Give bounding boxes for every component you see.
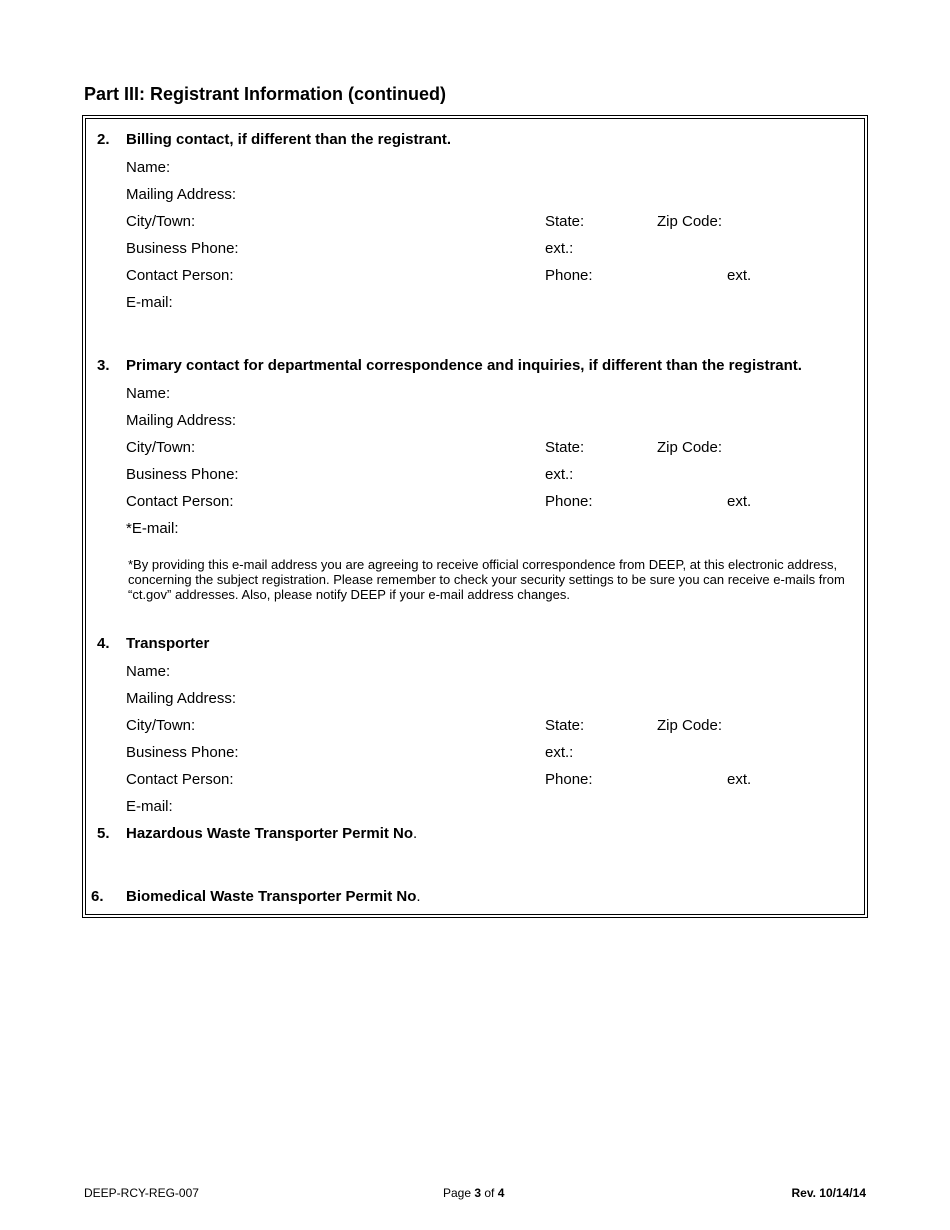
heading-period: . (413, 825, 418, 842)
section-heading: Primary contact for departmental correspondence and inquiries, if different than the registrant. (126, 357, 802, 374)
section-heading: Billing contact, if different than the registrant. (126, 131, 452, 148)
city-field-label[interactable]: City/Town: (126, 439, 196, 456)
email-field-label[interactable]: E-mail: (126, 798, 173, 815)
mailing-address-field-label[interactable]: Mailing Address: (126, 412, 237, 429)
biomedical-permit-field-label[interactable] (126, 888, 421, 906)
email-field-label[interactable]: *E-mail: (126, 520, 179, 537)
section-number: 3. (97, 357, 110, 374)
page-of: of (481, 1186, 498, 1200)
phone-ext-field-label[interactable]: ext. (727, 771, 752, 788)
city-field-label[interactable]: City/Town: (126, 717, 196, 734)
state-field-label[interactable]: State: (545, 717, 585, 734)
phone-field-label[interactable]: Phone: (545, 493, 593, 510)
zip-field-label[interactable]: Zip Code: (657, 439, 723, 456)
business-ext-field-label[interactable]: ext.: (545, 240, 574, 257)
registrant-form (82, 115, 868, 918)
section-number: 6. (91, 888, 104, 905)
zip-field-label[interactable]: Zip Code: (657, 717, 723, 734)
phone-ext-field-label[interactable]: ext. (727, 267, 752, 284)
contact-person-field-label[interactable]: Contact Person: (126, 493, 234, 510)
mailing-address-field-label[interactable]: Mailing Address: (126, 690, 237, 707)
city-field-label[interactable]: City/Town: (126, 213, 196, 230)
phone-field-label[interactable]: Phone: (545, 267, 593, 284)
revision-date: Rev. 10/14/14 (791, 1186, 866, 1200)
phone-field-label[interactable]: Phone: (545, 771, 593, 788)
state-field-label[interactable]: State: (545, 213, 585, 230)
contact-person-field-label[interactable]: Contact Person: (126, 771, 234, 788)
email-field-label[interactable]: E-mail: (126, 294, 173, 311)
section-heading: Hazardous Waste Transporter Permit No (126, 825, 414, 842)
business-phone-field-label[interactable]: Business Phone: (126, 466, 239, 483)
mailing-address-field-label[interactable]: Mailing Address: (126, 186, 237, 203)
section-number: 4. (97, 635, 110, 652)
name-field-label[interactable]: Name: (126, 663, 171, 680)
page-total: 4 (497, 1186, 505, 1200)
section-number: 5. (97, 825, 110, 842)
heading-period: . (416, 888, 421, 905)
page-prefix: Page (443, 1186, 475, 1200)
page-title: Part III: Registrant Information (continued) (84, 84, 447, 104)
business-phone-field-label[interactable]: Business Phone: (126, 744, 239, 761)
hazardous-permit-field-label[interactable] (126, 825, 417, 843)
business-ext-field-label[interactable]: ext.: (545, 744, 574, 761)
zip-field-label[interactable]: Zip Code: (657, 213, 723, 230)
page-current: 3 (474, 1186, 482, 1200)
page-number (443, 1186, 504, 1200)
name-field-label[interactable]: Name: (126, 385, 171, 402)
name-field-label[interactable]: Name: (126, 159, 171, 176)
contact-person-field-label[interactable]: Contact Person: (126, 267, 234, 284)
section-heading: Biomedical Waste Transporter Permit No (126, 888, 417, 905)
section-heading: Transporter (126, 635, 210, 652)
section-number: 2. (97, 131, 110, 148)
business-phone-field-label[interactable]: Business Phone: (126, 240, 239, 257)
email-consent-notice: *By providing this e-mail address you are agreeing to receive official correspondence from DEEP, at this electronic address, concerning the subject registration. Please remember to check your security settings to be sure you can receive e-mails from “ct.gov” addresses. Also, please notify DEEP if your e-mail address changes. (128, 557, 845, 602)
state-field-label[interactable]: State: (545, 439, 585, 456)
form-id: DEEP-RCY-REG-007 (84, 1186, 199, 1200)
business-ext-field-label[interactable]: ext.: (545, 466, 574, 483)
phone-ext-field-label[interactable]: ext. (727, 493, 752, 510)
